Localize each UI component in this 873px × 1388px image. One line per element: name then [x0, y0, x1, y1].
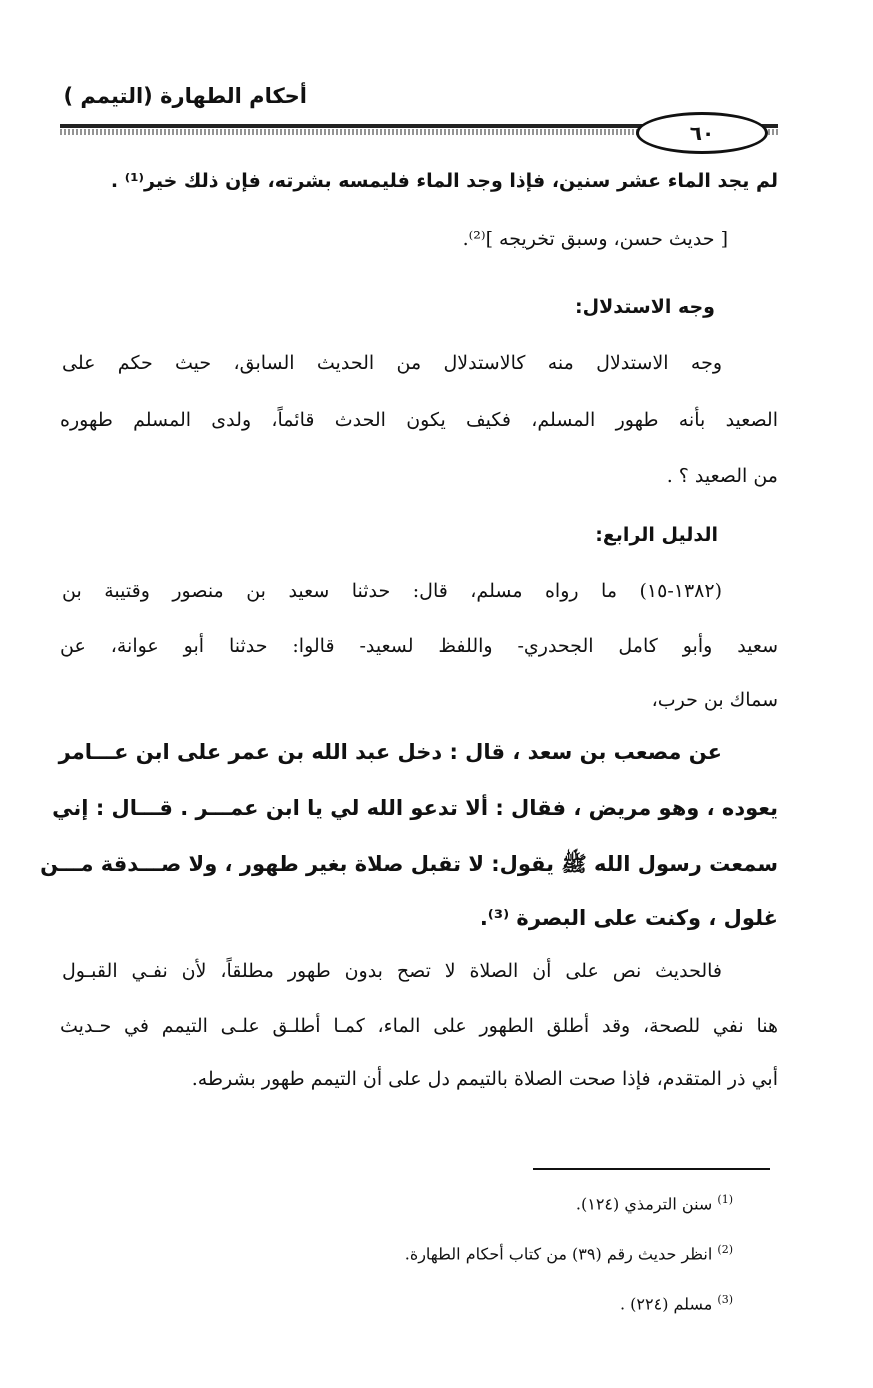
page-number: ٦٠: [636, 112, 768, 154]
paragraph-1-line-2: الصعيد بأنه طهور المسلم، فكيف يكون الحدث قائماً، ولدى المسلم طهوره: [60, 409, 778, 431]
hadith-text-line-4: غلول ، وكنت على البصرة ⁽³⁾.: [479, 906, 778, 930]
hadith-grade: [ حديث حسن، وسبق تخريجه ]⁽²⁾.: [462, 228, 728, 250]
paragraph-2-line-3: سماك بن حرب،: [651, 689, 778, 711]
footnote-2: [133, 1243, 733, 1263]
paragraph-1-line-1: وجه الاستدلال منه كالاستدلال من الحديث السابق، حيث حكم على: [62, 352, 722, 374]
footnote-3-mark: (3): [717, 1293, 733, 1306]
section-heading-istidlal: وجه الاستدلال:: [575, 296, 715, 318]
footnote-1-text: سنن الترمذي (١٢٤).: [575, 1194, 713, 1214]
paragraph-3-line-2: هنا نفي للصحة، وقد أطلق الطهور على الماء، كمـا أطلـق علـى التيمم في حـديث: [60, 1015, 778, 1037]
footnote-3-text: مسلم (٢٢٤) .: [619, 1294, 713, 1314]
running-title: أحكام الطهارة (التيمم ): [63, 84, 307, 108]
footnote-1-mark: (1): [717, 1193, 733, 1206]
paragraph-2-line-2: سعيد وأبو كامل الجحدري- واللفظ لسعيد- قالوا: حدثنا أبو عوانة، عن: [60, 635, 778, 657]
header-rule: [60, 108, 778, 150]
section-heading-fourth-proof: الدليل الرابع:: [595, 524, 718, 546]
footnote-2-text: انظر حديث رقم (٣٩) من كتاب أحكام الطهارة.: [404, 1244, 713, 1264]
paragraph-2-line-1: (١٣٨٢-١٥) ما رواه مسلم، قال: حدثنا سعيد بن منصور وقتيبة بن: [62, 580, 722, 602]
hadith-text-line-3: سمعت رسول الله ﷺ يقول: لا تقبل صلاة بغير طهور ، ولا صـــدقة مـــن: [40, 852, 778, 876]
footnote-1: [133, 1193, 733, 1213]
paragraph-3-line-1: فالحديث نص على أن الصلاة لا تصح بدون طهور مطلقاً، لأن نفـي القبـول: [62, 960, 722, 982]
hadith-text-line-2: يعوده ، وهو مريض ، فقال : ألا تدعو الله لي يا ابن عمـــر . قـــال : إني: [52, 796, 778, 820]
footnote-2-mark: (2): [717, 1243, 733, 1256]
paragraph-3-line-3: أبي ذر المتقدم، فإذا صحت الصلاة بالتيمم دل على أن التيمم طهور بشرطه.: [191, 1068, 778, 1090]
hadith-text-line-1: عن مصعب بن سعد ، قال : دخل عبد الله بن عمر على ابن عـــامر: [58, 740, 722, 764]
footnote-separator: [533, 1168, 770, 1170]
footnote-3: [133, 1293, 733, 1313]
paragraph-1-line-3: من الصعيد ؟ .: [666, 465, 778, 487]
body-line-1: لم يجد الماء عشر سنين، فإذا وجد الماء فليمسه بشرته، فإن ذلك خير⁽¹⁾ .: [110, 170, 778, 192]
